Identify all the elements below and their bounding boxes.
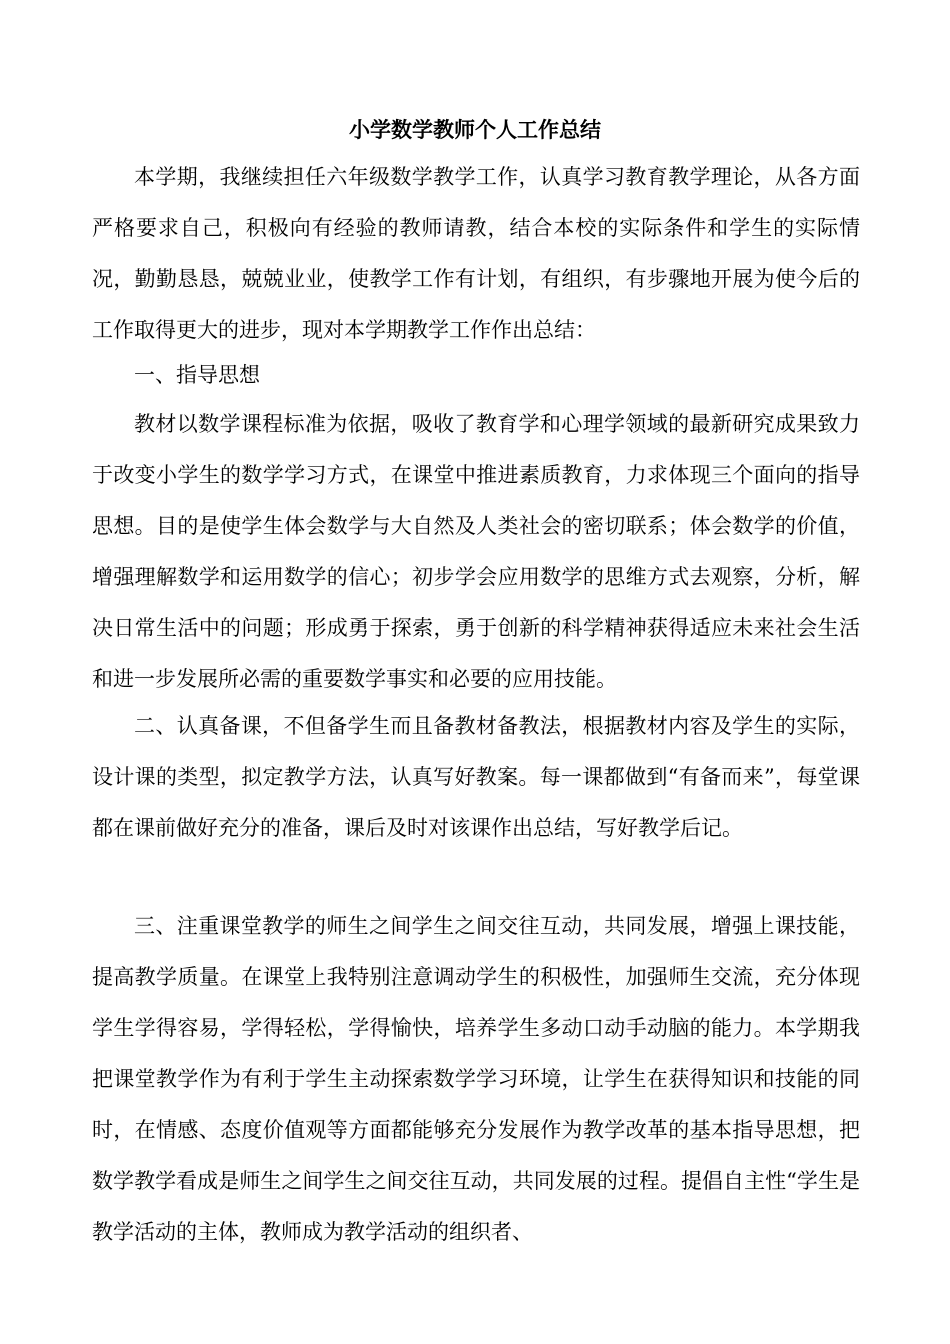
paragraph-intro: 本学期，我继续担任六年级数学教学工作，认真学习教育教学理论，从各方面严格要求自己，积极向有经验的教师请教，结合本校的实际条件和学生的实际情况，勤勤恳恳，兢兢业业，使教学工作有计划，有组织，有步骤地开展为使今后的工作取得更大的进步，现对本学期教学工作作出总结： xyxy=(92,165,860,342)
document-title: 小学数学教师个人工作总结 xyxy=(349,117,601,142)
paragraph-guiding-thought: 教材以数学课程标准为依据，吸收了教育学和心理学领域的最新研究成果致力于改变小学生的数学学习方式，在课堂中推进素质教育，力求体现三个面向的指导思想。目的是使学生体会数学与大自然及人类社会的密切联系；体会数学的价值，增强理解数学和运用数学的信心；初步学会应用数学的思维方式去观察，分析，解决日常生活中的问题；形成勇于探索，勇于创新的科学精神获得适应未来社会生活和进一步发展所必需的重要数学事实和必要的应用技能。 xyxy=(92,412,860,691)
section-heading-guiding-thought: 一、指导思想 xyxy=(134,363,260,387)
paragraph-lesson-preparation: 二、认真备课，不但备学生而且备教材备教法，根据教材内容及学生的实际，设计课的类型，拟定教学方法，认真写好教案。每一课都做到“有备而来”，每堂课都在课前做好充分的准备，课后及时对该课作出总结，写好教学后记。 xyxy=(92,714,860,840)
paragraph-classroom-teaching: 三、注重课堂教学的师生之间学生之间交往互动，共同发展，增强上课技能，提高教学质量。在课堂上我特别注意调动学生的积极性，加强师生交流，充分体现学生学得容易，学得轻松，学得愉快，培养学生多动口动手动脑的能力。本学期我把课堂教学作为有利于学生主动探索数学学习环境，让学生在获得知识和技能的同时，在情感、态度价值观等方面都能够充分发展作为教学改革的基本指导思想，把数学教学看成是师生之间学生之间交往互动，共同发展的过程。提倡自主性“学生是教学活动的主体，教师成为教学活动的组织者、 xyxy=(92,914,860,1244)
